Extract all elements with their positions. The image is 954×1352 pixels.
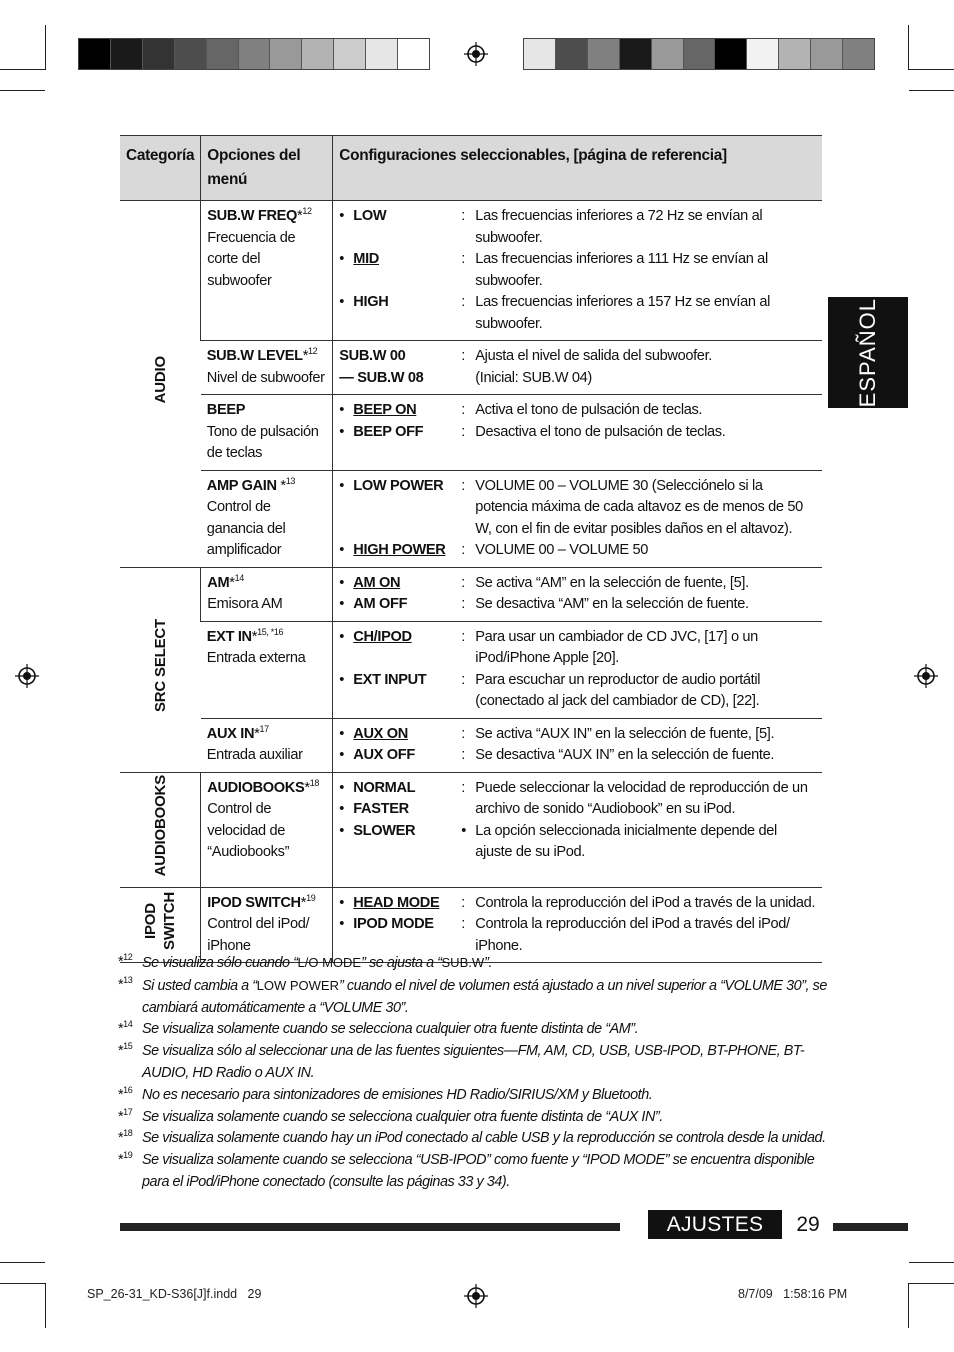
category-cell xyxy=(120,567,201,772)
page-number: 29 xyxy=(796,1213,820,1236)
setting-desc: Controla la reproducción del iPod a través del iPod/ iPhone. xyxy=(475,916,790,954)
footnote-text xyxy=(142,1150,828,1194)
registration-mark-icon xyxy=(914,664,938,688)
setting-initial: (Inicial: SUB.W 04) xyxy=(475,369,592,386)
footer-rule-left xyxy=(120,1223,620,1231)
footnote-text-part: Se visualiza solamente cuando se selecciona cualquier otra fuente distinta de “AM”. xyxy=(142,1021,639,1038)
option-name: AMP GAIN xyxy=(206,477,281,494)
settings-cell xyxy=(333,201,822,341)
color-swatch xyxy=(714,39,746,69)
footnote-number: *$^{12}$ xyxy=(118,952,133,970)
setting-item: • EXT INPUT : Para escuchar un reproductor de audio portátil (conectado al jack del cambiador de CD), [22]. xyxy=(339,670,816,713)
color-swatch xyxy=(174,39,206,69)
setting-desc: Se desactiva “AM” en la selección de fuente. xyxy=(475,596,749,612)
setting-desc: Se activa “AM” en la selección de fuente, [5]. xyxy=(475,574,749,591)
footnote-text-part: L/O MODE xyxy=(297,955,362,970)
option-cell xyxy=(201,621,333,718)
table-row xyxy=(120,718,822,772)
print-slug-date: 8/7/09 1:58:16 PM xyxy=(738,1287,848,1301)
setting-desc: Desactiva el tono de pulsación de teclas. xyxy=(475,423,726,440)
setting-item: • SLOWER xyxy=(339,821,461,843)
setting-value: HIGH xyxy=(353,294,389,310)
setting-desc: Para escuchar un reproductor de audio portátil (conectado al jack del cambiador de CD), [22]. xyxy=(475,671,761,709)
option-desc: Nivel de subwoofer xyxy=(206,369,325,386)
category-label: SRC SELECT xyxy=(151,619,169,713)
option-cell xyxy=(201,567,333,621)
setting-item: • BEEP OFF : Desactiva el tono de pulsación de teclas. xyxy=(339,422,816,444)
footnote-number: *$^{19}$ xyxy=(118,1150,133,1169)
header-category: Categoría xyxy=(120,136,201,201)
setting-desc: Para usar un cambiador de CD JVC, [17] o un iPod/iPhone Apple [20]. xyxy=(475,628,758,666)
settings-cell xyxy=(333,470,822,567)
setting-value-default: AUX ON xyxy=(353,725,408,742)
color-swatch xyxy=(619,39,651,69)
setting-item: • AM OFF : Se desactiva “AM” en la selección de fuente. xyxy=(339,594,816,616)
header-settings: Configuraciones seleccionables, [página de referencia] xyxy=(333,136,822,201)
setting-value: LOW xyxy=(353,208,387,224)
footnote-text-part: Se visualiza solamente cuando se selecciona cualquier otra fuente distinta de “AUX IN”. xyxy=(142,1108,663,1125)
footnote-ref: 13 xyxy=(285,475,296,486)
table-row xyxy=(120,772,822,887)
footnote-mark: * xyxy=(304,779,310,796)
option-name: BEEP xyxy=(206,402,246,418)
footnote-mark: * xyxy=(297,208,303,224)
settings-cell xyxy=(333,718,822,772)
color-swatch xyxy=(269,39,301,69)
footnote xyxy=(118,952,828,975)
category-label xyxy=(141,892,179,950)
footnote-text xyxy=(142,1128,826,1150)
color-swatch xyxy=(333,39,365,69)
setting-value-default: HIGH POWER xyxy=(353,542,446,558)
footnote-text-part: ” cuando el nivel de volumen está ajustado a un nivel superior a “VOLUME 30”, se cambiará automáticamente a “VOLUME 30”. xyxy=(142,977,827,1016)
setting-value: EXT INPUT xyxy=(353,671,427,688)
footnote-ref: 12 xyxy=(302,206,312,217)
footnote-text xyxy=(142,1107,663,1129)
option-cell xyxy=(201,470,333,567)
section-label: AJUSTES xyxy=(666,1212,764,1236)
footnote-text-part: Se visualiza sólo cuando “ xyxy=(142,955,298,971)
color-swatch xyxy=(238,39,270,69)
setting-item: • NORMAL xyxy=(339,778,461,800)
color-swatch xyxy=(842,39,874,69)
footnote xyxy=(118,1107,828,1129)
settings-cell xyxy=(333,567,822,621)
footnote-number: *$^{13}$ xyxy=(118,975,133,993)
crop-mark xyxy=(908,1283,909,1328)
grayscale-color-bar-left xyxy=(78,38,430,70)
category-label: AUDIOBOOKS xyxy=(151,775,169,877)
crop-mark xyxy=(45,1283,46,1328)
footnote-text xyxy=(142,975,828,1020)
setting-desc: VOLUME 00 – VOLUME 30 (Selecciónelo si la potencia máxima de cada altavoz es de menos de 50 W, con el fin de evitar posibles daños en el altavoz). xyxy=(475,477,803,537)
crop-mark xyxy=(909,1262,954,1263)
grayscale-color-bar-right xyxy=(523,38,875,70)
option-name: AUX IN xyxy=(206,725,255,742)
setting-desc: Se activa “AUX IN” en la selección de fuente, [5]. xyxy=(475,725,775,742)
color-swatch xyxy=(110,39,142,69)
crop-mark xyxy=(909,1283,954,1284)
speed-settings: • NORMAL • FASTER • SLOWER : Puede seleccionar la velocidad de reproducción de un archivo de sonido “Audiobook” en su iPod. • La opción seleccionada inicialmente depende del ajuste de su iPod. xyxy=(339,778,816,864)
setting-item: • FASTER xyxy=(339,799,461,821)
print-slug-file: SP_26-31_KD-S36[J]f.indd 29 xyxy=(87,1287,262,1301)
footnote-ref: 12 xyxy=(308,346,318,357)
color-swatch xyxy=(79,39,110,69)
option-desc: Entrada auxiliar xyxy=(206,747,303,763)
option-cell xyxy=(201,201,333,341)
option-desc: Entrada externa xyxy=(206,650,306,666)
setting-item: • LOW : Las frecuencias inferiores a 72 Hz se envían al subwoofer. xyxy=(339,206,816,249)
section-label-box xyxy=(648,1210,782,1239)
setting-desc: Se desactiva “AUX IN” en la selección de fuente. xyxy=(475,747,775,763)
setting-item: SUB.W 00 : Ajusta el nivel de salida del subwoofer. xyxy=(339,346,816,368)
option-cell xyxy=(201,772,333,887)
footnote-ref: 17 xyxy=(259,723,269,734)
option-name: AM xyxy=(207,574,230,591)
color-swatch xyxy=(524,39,555,69)
setting-value: AUX OFF xyxy=(353,747,415,763)
footnote xyxy=(118,1019,828,1041)
color-swatch xyxy=(365,39,397,69)
color-swatch xyxy=(746,39,778,69)
registration-mark-icon xyxy=(464,42,488,66)
setting-value-default: AM ON xyxy=(353,574,401,591)
category-cell xyxy=(120,772,201,887)
crop-mark xyxy=(0,1283,45,1284)
option-name: AUDIOBOOKS xyxy=(207,779,305,796)
footnote-text-part: Se visualiza solamente cuando hay un iPod conectado al cable USB y la reproducción se controla desde la unidad. xyxy=(142,1130,826,1147)
footnote-text xyxy=(142,1085,652,1107)
color-swatch xyxy=(397,39,429,69)
color-swatch xyxy=(555,39,587,69)
color-swatch xyxy=(206,39,238,69)
option-cell xyxy=(201,718,333,772)
option-desc: Control del iPod/ iPhone xyxy=(207,916,310,954)
crop-mark xyxy=(908,25,909,70)
setting-desc: Ajusta el nivel de salida del subwoofer. xyxy=(475,348,712,364)
setting-value: AM OFF xyxy=(353,596,408,612)
color-swatch xyxy=(301,39,333,69)
setting-desc: Controla la reproducción del iPod a través de la unidad. xyxy=(475,894,816,911)
option-desc: Control de velocidad de “Audiobooks” xyxy=(207,801,290,860)
setting-item: • IPOD MODE : Controla la reproducción del iPod a través del iPod/ iPhone. xyxy=(339,914,816,957)
option-name: SUB.W FREQ xyxy=(207,208,298,224)
setting-item: • HIGH : Las frecuencias inferiores a 157 Hz se envían al subwoofer. xyxy=(339,292,816,335)
footnote-text-part: Se visualiza sólo al seleccionar una de las fuentes siguientes—FM, AM, CD, USB, USB-IPOD, BT-PHONE, BT-AUDIO, HD Radio o AUX IN. xyxy=(142,1043,805,1081)
footnote-text xyxy=(142,952,492,975)
footnote xyxy=(118,1041,828,1085)
footnote-text-part: Se visualiza solamente cuando se selecciona “USB-IPOD” como fuente y “IPOD MODE” se encuentra disponible para el iPod/iPhone conectado (consulte las páginas 33 y 34). xyxy=(142,1152,815,1190)
option-cell xyxy=(201,341,333,395)
footnote-text xyxy=(142,1041,828,1085)
color-swatch xyxy=(683,39,715,69)
crop-mark xyxy=(909,90,954,91)
language-tab xyxy=(828,297,908,408)
footnote-number: *$^{17}$ xyxy=(118,1106,133,1125)
settings-table xyxy=(120,135,822,963)
setting-item: • AUX OFF : Se desactiva “AUX IN” en la selección de fuente. xyxy=(339,745,816,767)
setting-item: • AM ON : Se activa “AM” en la selección de fuente, [5]. xyxy=(339,573,816,595)
footnote-text-part: Si usted cambia a “ xyxy=(142,977,257,994)
setting-value: BEEP OFF xyxy=(353,423,424,440)
footnote-ref: 15, *16 xyxy=(257,626,284,637)
footnote-ref: 14 xyxy=(234,572,244,583)
footnote-text-part: No es necesario para sintonizadores de emisiones HD Radio/SIRIUS/XM y Bluetooth. xyxy=(142,1086,653,1103)
setting-item: • HEAD MODE : Controla la reproducción del iPod a través de la unidad. xyxy=(339,893,816,915)
setting-item: • BEEP ON : Activa el tono de pulsación de teclas. xyxy=(339,400,816,422)
settings-cell xyxy=(333,395,822,471)
setting-value-default: MID xyxy=(353,251,379,267)
color-swatch xyxy=(587,39,619,69)
setting-value: NORMAL xyxy=(353,779,416,796)
table-header-row xyxy=(120,136,822,201)
footnote-ref: 19 xyxy=(306,892,316,903)
footnote-number: *$^{14}$ xyxy=(118,1019,133,1038)
color-swatch xyxy=(810,39,842,69)
setting-value-default: BEEP ON xyxy=(353,402,417,418)
setting-item: • CH/IPOD : Para usar un cambiador de CD JVC, [17] o un iPod/iPhone Apple [20]. xyxy=(339,627,816,670)
footnote-mark: * xyxy=(254,725,260,742)
setting-item: • HIGH POWER : VOLUME 00 – VOLUME 50 xyxy=(339,540,816,562)
setting-desc: Las frecuencias inferiores a 111 Hz se envían al subwoofer. xyxy=(475,251,768,289)
option-desc: Control de ganancia del amplificador xyxy=(206,499,286,558)
color-swatch xyxy=(651,39,683,69)
option-desc: Frecuencia de corte del subwoofer xyxy=(207,229,296,289)
setting-item: • MID : Las frecuencias inferiores a 111 Hz se envían al subwoofer. xyxy=(339,249,816,292)
setting-item: • AUX ON : Se activa “AUX IN” en la selección de fuente, [5]. xyxy=(339,724,816,746)
option-desc: Tono de pulsación de teclas xyxy=(206,423,319,461)
setting-desc: VOLUME 00 – VOLUME 50 xyxy=(475,542,649,558)
setting-desc: Las frecuencias inferiores a 157 Hz se envían al subwoofer. xyxy=(475,294,771,332)
footnote-number: *$^{15}$ xyxy=(118,1041,133,1060)
language-tab-label: ESPAÑOL xyxy=(855,297,880,408)
footnote-text-part: ”. xyxy=(484,955,493,971)
crop-mark xyxy=(0,1262,45,1263)
setting-range-from: SUB.W 00 xyxy=(339,348,406,364)
table-row xyxy=(120,201,822,341)
footnote-text xyxy=(142,1019,638,1041)
table-row xyxy=(120,341,822,395)
setting-value-default: CH/IPOD xyxy=(353,628,412,645)
table-row xyxy=(120,621,822,718)
setting-value: IPOD MODE xyxy=(353,916,434,932)
crop-mark xyxy=(909,69,954,70)
footnote-mark: * xyxy=(229,574,235,591)
settings-cell xyxy=(333,621,822,718)
footnote-mark: * xyxy=(302,348,309,364)
setting-note-text: La opción seleccionada inicialmente depende del ajuste de su iPod. xyxy=(475,822,777,860)
registration-mark-icon xyxy=(15,664,39,688)
setting-value: LOW POWER xyxy=(353,477,444,494)
footnote-text-part: SUB.W xyxy=(441,955,485,970)
settings-cell xyxy=(333,772,822,887)
footnote-mark: * xyxy=(300,894,307,911)
footnote xyxy=(118,975,828,1020)
footnote xyxy=(118,1150,828,1194)
color-swatch xyxy=(778,39,810,69)
footnote-mark: * xyxy=(251,628,258,645)
setting-item xyxy=(339,368,816,390)
header-menu-options: Opciones del menú xyxy=(201,136,333,201)
footnote-text-part: ” se ajusta a “ xyxy=(361,955,442,971)
footnote-mark: * xyxy=(280,477,286,494)
crop-mark xyxy=(0,69,45,70)
category-cell xyxy=(120,201,201,568)
footer-rule-right xyxy=(833,1223,908,1231)
option-name: IPOD SWITCH xyxy=(207,894,301,911)
setting-desc: Activa el tono de pulsación de teclas. xyxy=(475,402,703,418)
setting-value-default: HEAD MODE xyxy=(353,894,440,911)
category-label-line: IPOD xyxy=(142,903,160,939)
setting-desc: Puede seleccionar la velocidad de reproducción de un archivo de sonido “Audiobook” en su iPod. xyxy=(475,779,808,817)
option-name: EXT IN xyxy=(206,628,252,645)
footnote-number: *$^{18}$ xyxy=(118,1128,133,1147)
category-label: AUDIO xyxy=(151,356,169,404)
color-swatch xyxy=(142,39,174,69)
footnotes xyxy=(118,952,828,1194)
option-cell xyxy=(201,395,333,471)
option-name: SUB.W LEVEL xyxy=(206,348,303,364)
table-row xyxy=(120,470,822,567)
setting-desc: Las frecuencias inferiores a 72 Hz se envían al subwoofer. xyxy=(475,208,763,246)
crop-mark xyxy=(0,90,45,91)
category-label-line: SWITCH xyxy=(161,892,179,950)
option-desc: Emisora AM xyxy=(207,596,283,612)
setting-range-to: — SUB.W 08 xyxy=(339,369,424,386)
registration-mark-icon xyxy=(464,1284,488,1308)
setting-item: • LOW POWER : VOLUME 00 – VOLUME 30 (Selecciónelo si la potencia máxima de cada altavoz es de menos de 50 W, con el fin de evitar posibles daños en el altavoz). xyxy=(339,476,816,541)
setting-note: • La opción seleccionada inicialmente depende del ajuste de su iPod. xyxy=(461,821,816,864)
setting-value: SLOWER xyxy=(353,822,416,839)
footnote-number: *$^{16}$ xyxy=(118,1084,133,1103)
footnote-text-part: LOW POWER xyxy=(256,977,339,993)
footnote xyxy=(118,1085,828,1107)
table-row xyxy=(120,395,822,471)
settings-cell xyxy=(333,341,822,395)
setting-value: FASTER xyxy=(353,801,409,817)
footnote xyxy=(118,1128,828,1150)
footnote-ref: 18 xyxy=(309,777,319,788)
table-row xyxy=(120,567,822,621)
crop-mark xyxy=(45,25,46,70)
